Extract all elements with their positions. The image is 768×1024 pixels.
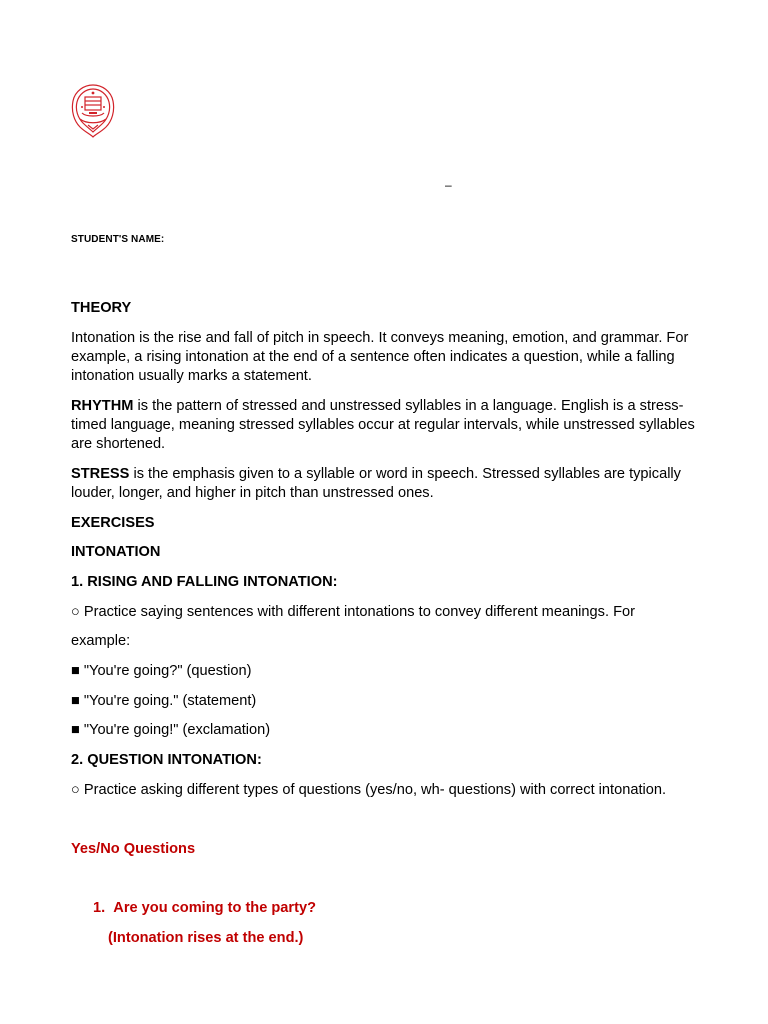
- stress-term: STRESS: [71, 466, 130, 482]
- rhythm-term: RHYTHM: [71, 398, 134, 414]
- exercise-2-instruction: ○ Practice asking different types of questions (yes/no, wh- questions) with correct intonation.: [71, 782, 667, 798]
- list-item: ■ "You're going?" (question): [71, 663, 252, 679]
- exercise-2-title: 2. QUESTION INTONATION:: [71, 752, 262, 768]
- list-item: ■ "You're going!" (exclamation): [71, 722, 271, 738]
- exercise-1-instruction-line-2: example:: [71, 633, 131, 649]
- exercise-1-title: 1. RISING AND FALLING INTONATION:: [71, 574, 338, 590]
- rhythm-text: is the pattern of stressed and unstressed syllables in a language. English is a stress-timed language, meaning stressed syllables occur at regular intervals, while unstressed syllables are shortened.: [71, 398, 695, 452]
- yes-no-item-1-number: 1.: [93, 900, 106, 916]
- intonation-subheading: INTONATION: [71, 544, 161, 560]
- yes-no-item-1: [71, 899, 701, 918]
- intonation-paragraph: Intonation is the rise and fall of pitch in speech. It conveys meaning, emotion, and grammar. For example, a rising intonation at the end of a sentence often indicates a question, while a falling intonation usually marks a statement.: [71, 330, 689, 384]
- exercise-1-instruction-line-1: ○ Practice saying sentences with different intonations to convey different meanings. For: [71, 604, 635, 620]
- exercises-heading: EXERCISES: [71, 515, 155, 531]
- list-item: ■ "You're going." (statement): [71, 693, 257, 709]
- yes-no-heading: Yes/No Questions: [71, 841, 196, 857]
- stress-text: is the emphasis given to a syllable or word in speech. Stressed syllables are typically louder, longer, and higher in pitch than unstressed ones.: [71, 466, 681, 501]
- rhythm-paragraph: [71, 397, 701, 454]
- student-name-label: STUDENT'S NAME:: [71, 234, 165, 245]
- stress-paragraph: [71, 465, 701, 503]
- university-seal-icon: [70, 83, 116, 139]
- yes-no-item-1-text: Are you coming to the party?: [113, 900, 316, 916]
- document-body: [71, 299, 701, 948]
- yes-no-item-1-note: (Intonation rises at the end.): [108, 930, 304, 946]
- theory-heading: THEORY: [71, 300, 132, 316]
- header-dash: –: [445, 178, 452, 192]
